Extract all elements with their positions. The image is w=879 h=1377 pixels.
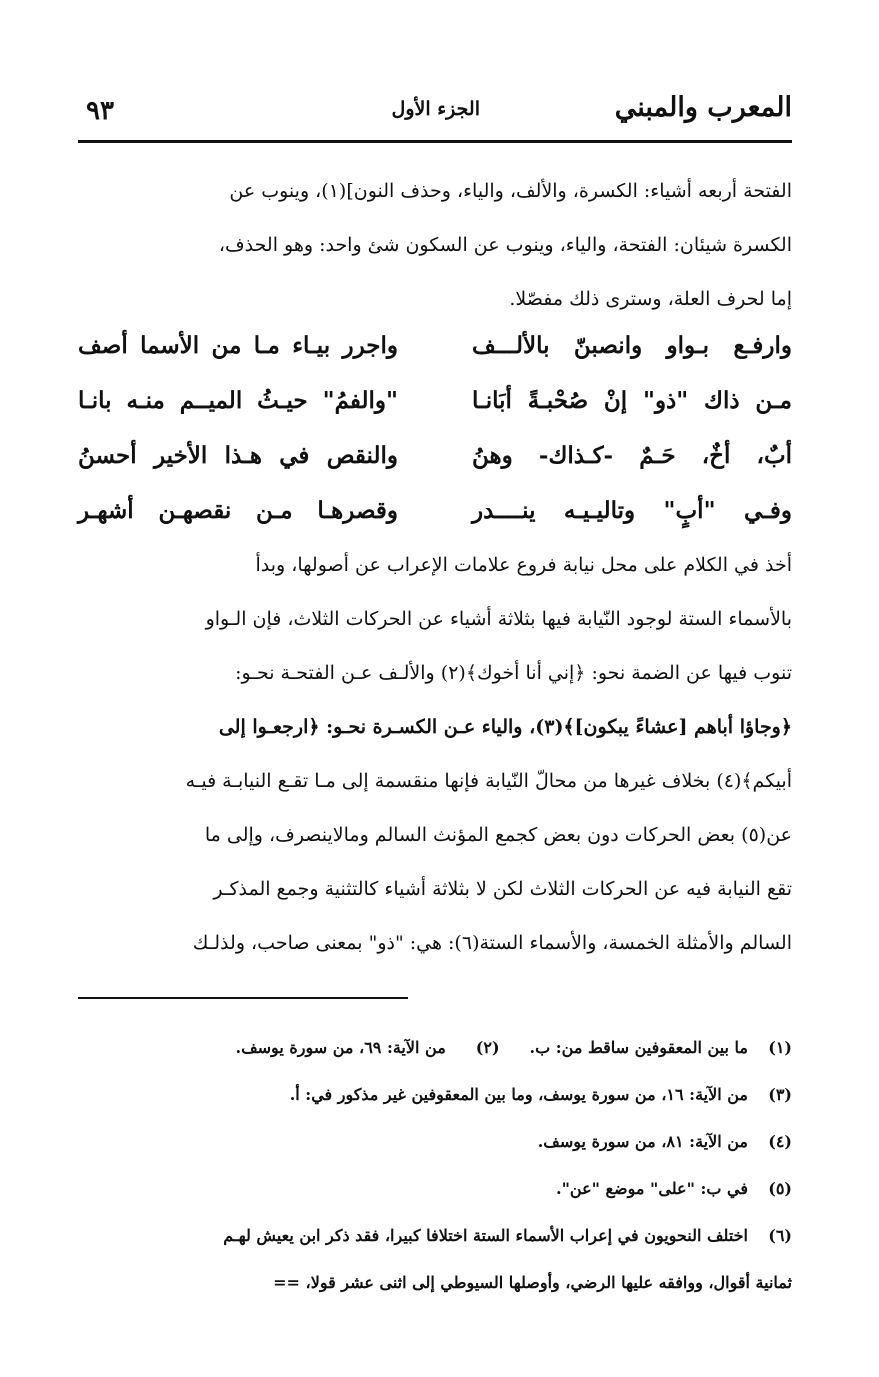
footnote-text-part: من الآية: ٦٩، من سورة يوسف. — [235, 1038, 446, 1057]
verse-first-hemistich: وارفـع بـواو وانصبنّ بالألـــف — [472, 332, 792, 359]
footnote-number: (٢) — [475, 1038, 500, 1057]
footnote-number: (١) — [768, 1038, 792, 1057]
footnote-text: اختلف النحويون في إعراب الأسماء الستة اختلافا كبيرا، فقد ذكر ابن يعيش لهـم — [223, 1226, 748, 1245]
footnote — [78, 1071, 792, 1118]
verse-first-hemistich: مـن ذاك "ذو" إنْ صُحْبـةً أبَانـا — [472, 387, 792, 414]
text-line: السالم والأمثلة الخمسة، والأسماء الستة(٦): هي: "ذو" بمعنى صاحب، ولذلـك — [192, 932, 792, 954]
page-header — [78, 88, 792, 138]
verse-row — [78, 379, 792, 434]
footnote-number: (٣) — [768, 1085, 792, 1104]
footnote-text: من الآية: ١٦، من سورة يوسف، وما بين المعقوفين غير مذكور في: أ. — [289, 1085, 748, 1104]
footnote — [78, 1118, 792, 1165]
text-line: تقع النيابة فيه عن الحركات الثلاث لكن لا بثلاثة أشياء كالتثنية وجمع المذكـر — [213, 878, 792, 900]
text-line: بالأسماء الستة لوجود النّيابة فيها بثلاثة أشياء عن الحركات الثلاث، فإن الـواو — [205, 608, 792, 630]
verse-second-hemistich: والنقص في هـذا الأخير أحسنُ — [78, 442, 398, 469]
footnote-text-part: ما بين المعقوفين ساقط من: ب. — [529, 1038, 748, 1057]
page-number: ٩٣ — [86, 96, 114, 126]
running-head-book-title: المعرب والمبني — [614, 92, 792, 123]
verse-first-hemistich: وفـي "أبٍ" وتاليـيـه ينــــدر — [472, 497, 792, 524]
verse-row — [78, 324, 792, 379]
verse-second-hemistich: "والفمُ" حيـثُ الميــم منـه بانـا — [78, 387, 398, 414]
footnote-continuation: ثمانية أقوال، ووافقه عليها الرضي، وأوصلها السيوطي إلى اثنى عشر قولا، == — [273, 1273, 792, 1292]
verse-first-hemistich: أبٌ، أخٌ، حَـمٌ -كـذاك- وهنُ — [472, 442, 792, 469]
text-line: أبيكم﴾(٤) بخلاف غيرها من محالّ النّيابة فإنها منقسمة إلى مـا تقـع النيابـة فيـه — [185, 770, 792, 792]
footnotes — [78, 1024, 792, 1306]
text-line: ﴿وجاؤا أباهم [عشاءً يبكون]﴾(٣)، والياء عـن الكسـرة نحـو: ﴿ارجعـوا إلى — [218, 716, 792, 738]
text-line: عن(٥) بعض الحركات دون بعض كجمع المؤنث السالم ومالاينصرف، وإلى ما — [204, 824, 792, 846]
intro-paragraph — [78, 164, 792, 326]
verse-second-hemistich: واجرر بيـاء مـا من الأسما أصف — [78, 332, 398, 359]
footnote-number: (٤) — [768, 1132, 792, 1151]
verse-row — [78, 434, 792, 489]
text-line: تنوب فيها عن الضمة نحو: ﴿إني أنا أخوك﴾(٢) والألـف عـن الفتحـة نحـو: — [235, 662, 792, 684]
footnote-text: في ب: "على" موضع "عن". — [556, 1179, 748, 1198]
footnote-text — [78, 1024, 748, 1071]
footnote — [78, 1165, 792, 1212]
text-line: أخذ في الكلام على محل نيابة فروع علامات الإعراب عن أصولها، وبدأ — [255, 554, 792, 576]
text-line: الفتحة أربعه أشياء: الكسرة، والألف، والياء، وحذف النون](١)، وينوب عن — [229, 180, 792, 202]
verse-second-hemistich: وقصرهـا مـن نقصهـن أشهـر — [78, 497, 398, 524]
footnote-separator — [78, 997, 408, 999]
verse-row — [78, 489, 792, 544]
footnote-text: من الآية: ٨١، من سورة يوسف. — [537, 1132, 748, 1151]
header-rule — [78, 140, 792, 143]
text-line: إما لحرف العلة، وسترى ذلك مفصّلا. — [509, 288, 792, 310]
running-head-part: الجزء الأول — [391, 98, 480, 120]
alfiyya-verses — [78, 324, 792, 544]
footnote — [78, 1024, 792, 1071]
text-line: الكسرة شيئان: الفتحة، والياء، وينوب عن السكون شئ واحد: وهو الحذف، — [218, 234, 792, 256]
footnote-number: (٥) — [768, 1179, 792, 1198]
footnote — [78, 1212, 792, 1259]
footnote-number: (٦) — [768, 1226, 792, 1245]
commentary-paragraph — [78, 538, 792, 970]
